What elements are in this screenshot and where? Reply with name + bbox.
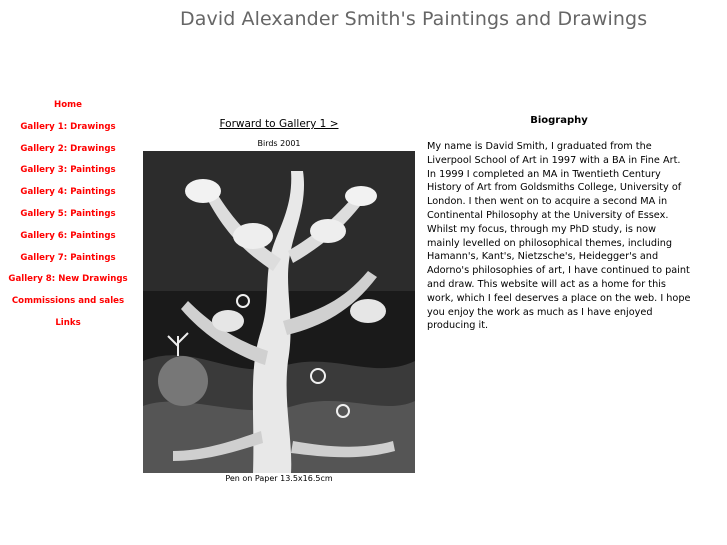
artwork-image[interactable] [143,151,415,473]
nav-link-links[interactable]: Links [55,317,81,328]
nav-link-commissions[interactable]: Commissions and sales [11,296,125,307]
gallery-preview [143,112,415,485]
nav-link-gallery-2[interactable]: Gallery 2: Drawings [20,143,116,154]
nav-link-home[interactable]: Home [54,100,82,110]
nav-link-gallery-1[interactable]: Gallery 1: Drawings [20,121,116,132]
nav-link-gallery-8[interactable]: Gallery 8: New Drawings [8,274,128,285]
main-nav [8,98,128,338]
nav-link-gallery-6[interactable]: Gallery 6: Paintings [20,230,116,241]
biography-text: My name is David Smith, I graduated from the Liverpool School of Art in 1997 with a BA in Fine Art. In 1999 I completed an MA in Twentieth Century History of Art from Goldsmiths College, University of London. I then went on to acquire a second MA in Continental Philosophy at the University of Essex. Whilst my focus, through my PhD study, is now mainly levelled on philosophical themes, including Hamann's, Kant's, Nietzsche's, Heidegger's and Adorno's philosophies of art, I have continued to paint and draw. This website will act as a home for this work, which I feel deserves a place on the web. I hope you enjoy the work as much as I have enjoyed producing it. [427,141,691,332]
nav-link-gallery-7[interactable]: Gallery 7: Paintings [20,252,116,263]
forward-to-gallery-link[interactable]: Forward to Gallery 1 > [219,118,339,130]
artwork-caption: Pen on Paper 13.5x16.5cm [225,474,333,483]
artwork-title: Birds 2001 [257,139,301,148]
artwork-drawing [143,151,415,473]
nav-link-gallery-5[interactable]: Gallery 5: Paintings [20,208,116,219]
biography-section [427,112,691,333]
biography-heading: Biography [530,115,588,126]
site-title: David Alexander Smith's Paintings and Drawings [180,8,648,30]
nav-link-gallery-4[interactable]: Gallery 4: Paintings [20,187,116,198]
nav-link-gallery-3[interactable]: Gallery 3: Paintings [20,165,116,176]
